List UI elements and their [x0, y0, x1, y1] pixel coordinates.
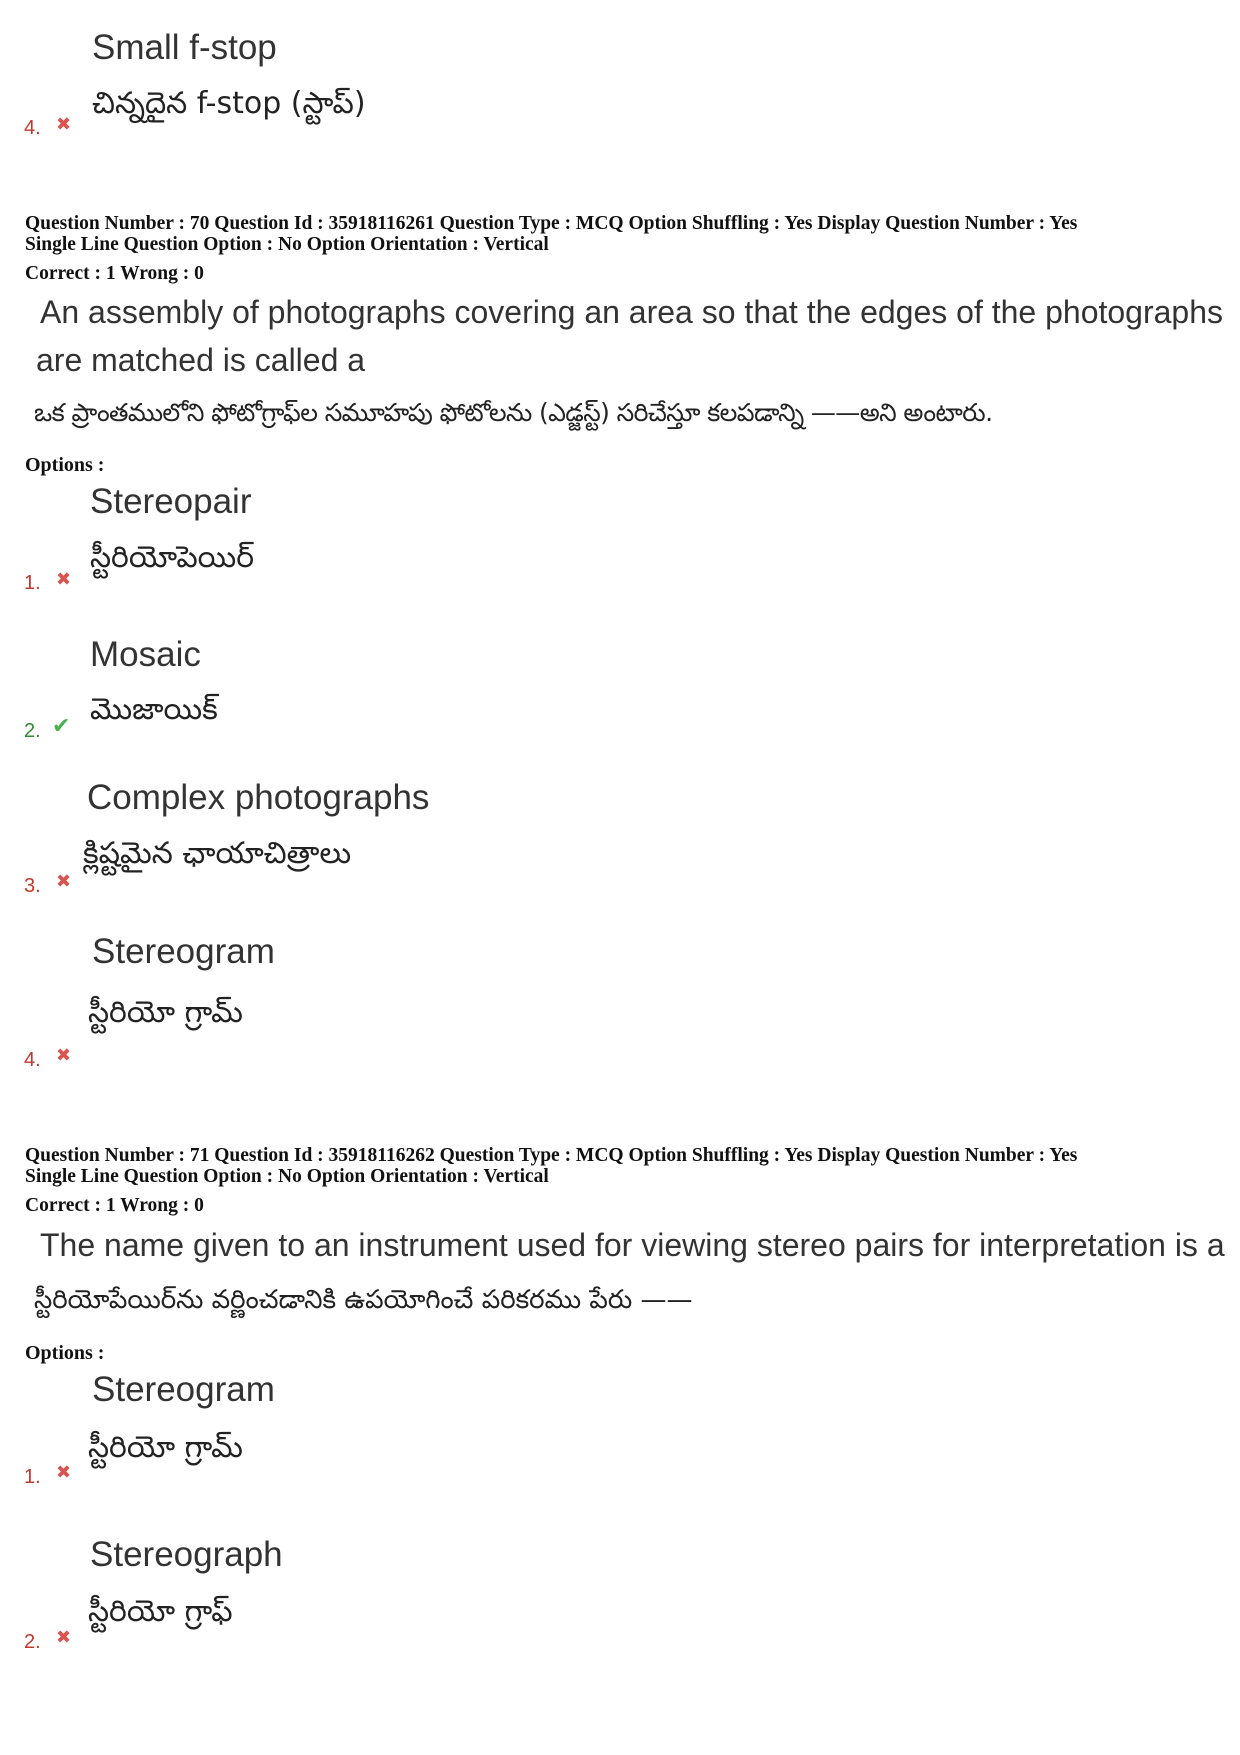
cross-mark-icon: ✖ [56, 1627, 72, 1648]
question-marks: Correct : 1 Wrong : 0 [25, 1195, 204, 1216]
option-number: 1. [24, 1466, 41, 1488]
question-text-en-line1: An assembly of photographs covering an area so that the edges of the photographs [40, 294, 1224, 330]
option-text-te: చిన్నదైన f-stop (స్టాప్) [92, 86, 366, 121]
options-label: Options : [25, 454, 105, 476]
question-text-te: ఒక ప్రాంతములోని ఫోటోగ్రాఫ్‌ల సమూహపు ఫోటోలను (ఎడ్జస్ట్) సరిచేస్తూ కలపడాన్ని ——అని అంటారు. [34, 398, 993, 427]
option-text-en: Mosaic [90, 635, 201, 674]
option-number: 1. [24, 572, 41, 594]
question-text-en: The name given to an instrument used for viewing stereo pairs for interpretation is a [40, 1227, 1225, 1263]
option-text-te: స్టీరియో గ్రామ్ [88, 1430, 243, 1465]
question-marks: Correct : 1 Wrong : 0 [25, 263, 204, 284]
option-text-te: స్టీరియో గ్రామ్ [88, 995, 243, 1030]
question-meta-line2: Single Line Question Option : No Option Orientation : Vertical [25, 234, 549, 255]
option-text-te: స్టీరియో గ్రాఫ్ [88, 1594, 233, 1629]
option-text-te: మొజాయిక్ [90, 692, 218, 727]
option-text-en: Stereogram [92, 1370, 275, 1409]
option-text-en: Stereopair [90, 482, 252, 521]
question-meta-line1: Question Number : 71 Question Id : 35918116262 Question Type : MCQ Option Shuffling : Yes Display Question Number : Yes [25, 1145, 1078, 1166]
question-text-en-line2: are matched is called a [36, 342, 366, 378]
option-text-te: స్టీరియోపెయిర్ [90, 540, 255, 575]
option-number: 4. [24, 1049, 41, 1071]
cross-mark-icon: ✖ [56, 1462, 72, 1483]
question-meta-line2: Single Line Question Option : No Option Orientation : Vertical [25, 1166, 549, 1187]
options-label: Options : [25, 1342, 105, 1364]
option-text-en: Small f-stop [92, 28, 277, 67]
cross-mark-icon: ✖ [56, 871, 72, 892]
question-meta-line1: Question Number : 70 Question Id : 35918116261 Question Type : MCQ Option Shuffling : Yes Display Question Number : Yes [25, 213, 1078, 234]
option-text-en: Stereogram [92, 932, 275, 971]
option-number: 3. [24, 875, 41, 897]
question-text-te: స్టీరియోపేయిర్‌ను వర్ణించడానికి ఉపయోగించే పరికరము పేరు —— [34, 1285, 693, 1315]
cross-mark-icon: ✖ [56, 114, 72, 135]
option-text-en: Stereograph [90, 1535, 283, 1574]
check-mark-icon: ✔ [52, 714, 71, 739]
option-number: 2. [24, 1631, 41, 1653]
option-number: 4. [24, 117, 41, 139]
cross-mark-icon: ✖ [56, 1045, 72, 1066]
cross-mark-icon: ✖ [56, 569, 72, 590]
option-text-en: Complex photographs [87, 778, 430, 817]
option-number: 2. [24, 720, 41, 742]
option-text-te: క్లిష్టమైన ఛాయాచిత్రాలు [83, 836, 352, 871]
